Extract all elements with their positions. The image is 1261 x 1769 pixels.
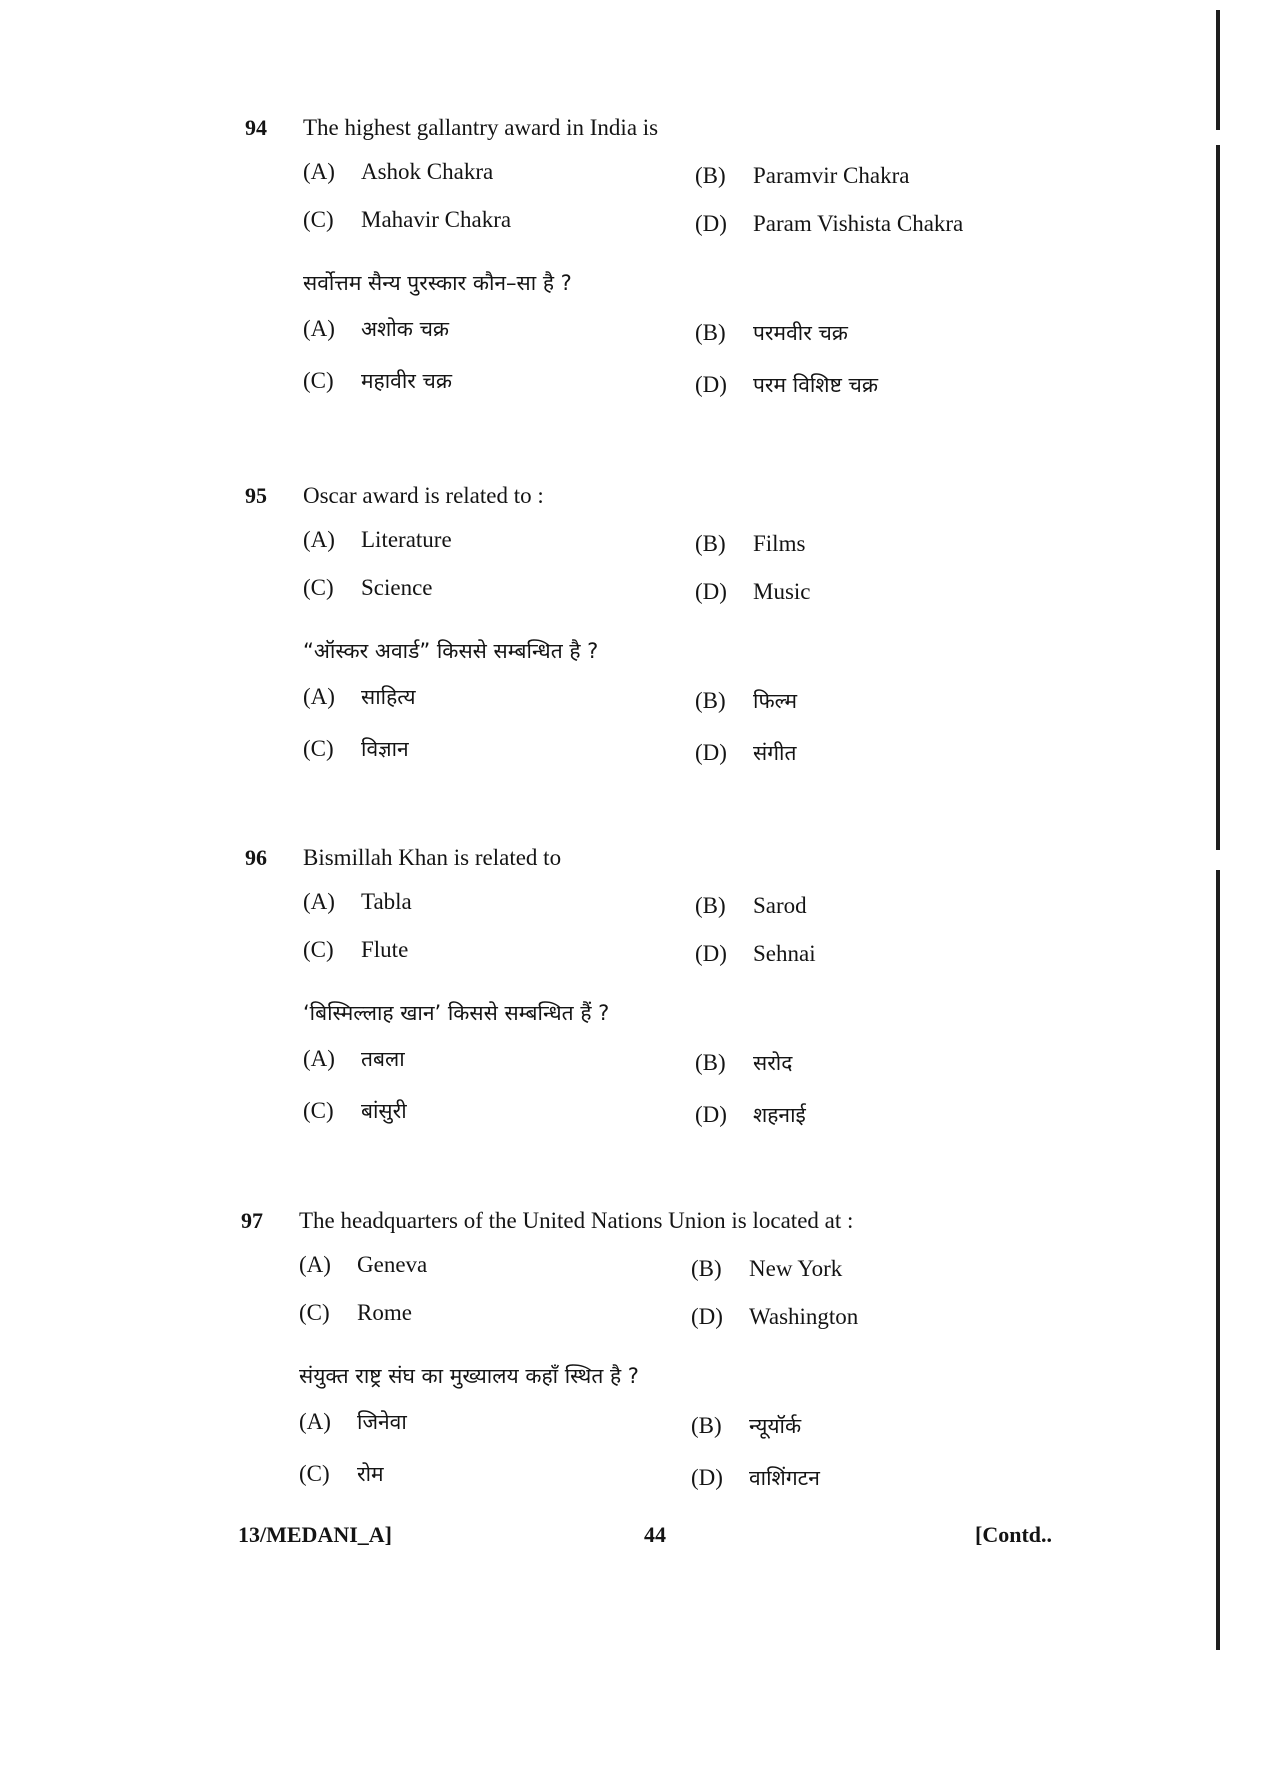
option-b-en: (B) New York [691,1256,843,1281]
option-d-en: (D) Sehnai [695,941,816,966]
option-d-en: (D) Param Vishista Chakra [695,211,964,236]
option-c-en: (C) Rome [299,1300,412,1325]
option-b-en: (B) Sarod [695,893,807,918]
option-a-hi: (A) साहित्य [303,684,416,709]
question-text-en: The headquarters of the United Nations Union is located at : [299,1208,854,1233]
option-c-en: (C) Mahavir Chakra [303,207,512,232]
option-a-hi: (A) तबला [303,1046,405,1071]
question-text-hi: ‘बिस्मिल्लाह खान’ किससे सम्बन्धित हैं ? [303,1001,610,1025]
question-text-hi: संयुक्त राष्ट्र संघ का मुख्यालय कहाँ स्थित है ? [299,1364,639,1388]
option-b-hi: (B) न्यूयॉर्क [691,1413,802,1438]
option-c-hi: (C) बांसुरी [303,1098,407,1123]
paper-code: 13/MEDANI_A] [238,1522,392,1547]
question-number: 94 [245,115,267,140]
option-d-hi: (D) संगीत [695,740,797,765]
option-c-hi: (C) महावीर चक्र [303,368,452,393]
continued-label: [Contd.. [975,1522,1053,1547]
question-text-hi: सर्वोत्तम सैन्य पुरस्कार कौन–सा है ? [303,271,572,295]
question-94 [245,115,1025,425]
option-d-hi: (D) परम विशिष्ट चक्र [695,372,878,397]
question-text-en: Bismillah Khan is related to [303,845,562,870]
option-c-en: (C) Flute [303,937,409,962]
option-c-hi: (C) रोम [299,1461,384,1486]
question-text-en: Oscar award is related to : [303,483,544,508]
option-a-en: (A) Literature [303,527,452,552]
margin-edge-mark [1216,10,1220,130]
margin-edge-mark [1216,145,1220,850]
page-number: 44 [644,1522,666,1547]
question-number: 97 [241,1208,263,1233]
question-number: 96 [245,845,267,870]
option-c-en: (C) Science [303,575,433,600]
option-d-hi: (D) शहनाई [695,1102,806,1127]
option-a-hi: (A) जिनेवा [299,1409,407,1434]
option-a-en: (A) Geneva [299,1252,428,1277]
option-c-hi: (C) विज्ञान [303,736,409,761]
option-b-en: (B) Paramvir Chakra [695,163,910,188]
margin-edge-mark [1216,870,1220,1650]
option-a-hi: (A) अशोक चक्र [303,316,450,341]
option-b-hi: (B) फिल्म [695,688,798,713]
question-95 [245,483,1025,793]
question-97 [241,1208,1021,1518]
option-a-en: (A) Tabla [303,889,412,914]
question-text-en: The highest gallantry award in India is [303,115,659,140]
option-d-en: (D) Music [695,579,811,604]
option-b-hi: (B) परमवीर चक्र [695,320,848,345]
option-d-hi: (D) वाशिंगटन [691,1465,820,1490]
question-96 [245,845,1025,1155]
option-a-en: (A) Ashok Chakra [303,159,494,184]
page-footer [238,1522,1074,1552]
option-b-en: (B) Films [695,531,806,556]
option-d-en: (D) Washington [691,1304,859,1329]
question-text-hi: “ऑस्कर अवार्ड” किससे सम्बन्धित है ? [303,639,599,663]
option-b-hi: (B) सरोद [695,1050,793,1075]
question-number: 95 [245,483,267,508]
